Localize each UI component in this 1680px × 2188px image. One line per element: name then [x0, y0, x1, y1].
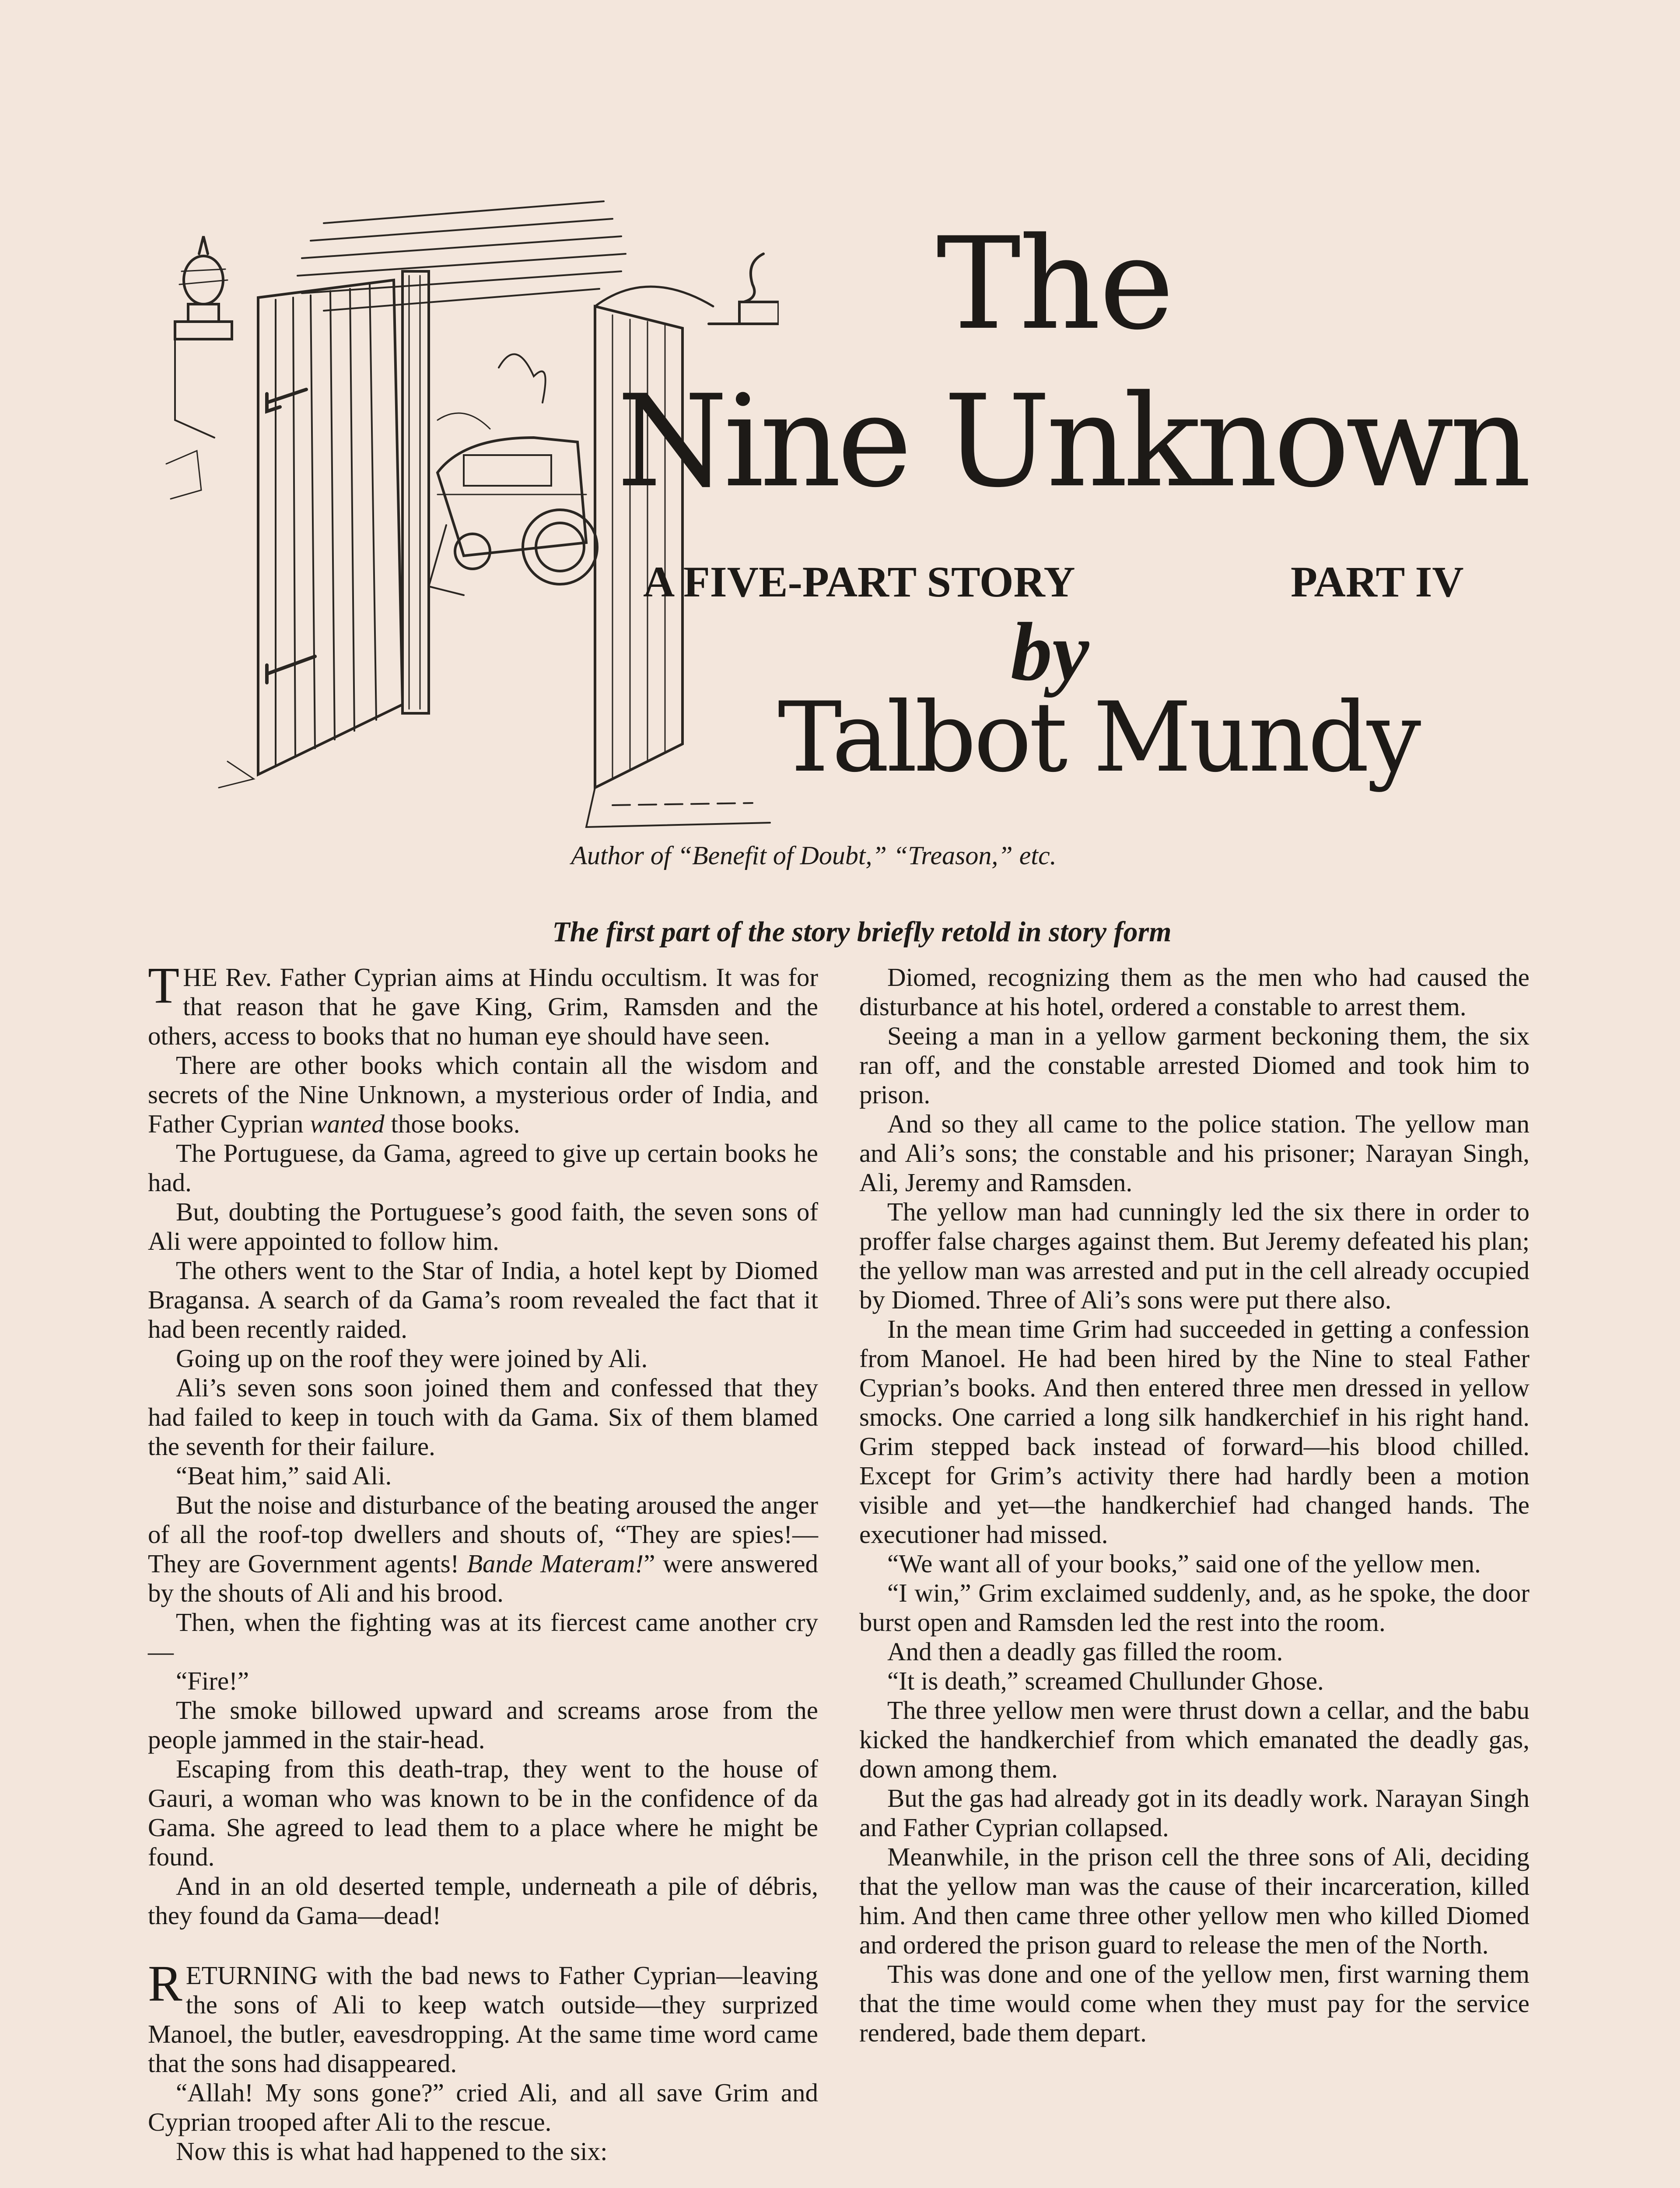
author-name: Talbot Mundy — [777, 681, 1419, 793]
paragraph: Going up on the roof they were joined by Ali. — [176, 1344, 648, 1373]
emphasis: Bande Materam! — [466, 1549, 644, 1578]
paragraph: But, doubting the Portuguese’s good faith, the seven sons of Ali were appointed to follow him. — [148, 1197, 818, 1255]
paragraph: Now this is what had happened to the six: — [176, 2137, 608, 2166]
paragraph: Ali’s seven sons soon joined them and confessed that they had failed to keep in touch with da Gama. Six of them blamed the seventh for their failure. — [148, 1373, 818, 1461]
paragraph: And in an old deserted temple, underneath a pile of débris, they found da Gama—dead! — [148, 1872, 818, 1930]
drop-cap: R — [148, 1955, 182, 2012]
paragraph: “We want all of your books,” said one of the yellow men. — [887, 1549, 1481, 1578]
paragraph: Meanwhile, in the prison cell the three sons of Ali, deciding that the yellow man was the cause of their incarceration, killed him. And then came three other yellow men who killed Diomed and ordered the prison guard to release the men of the North. — [859, 1842, 1530, 1959]
sky-hatching — [298, 201, 626, 311]
car — [429, 438, 597, 595]
paragraph: “It is death,” screamed Chullunder Ghose. — [887, 1666, 1324, 1695]
paragraph: “Fire!” — [176, 1666, 249, 1695]
drop-cap: T — [148, 957, 180, 1014]
paragraph: The others went to the Star of India, a hotel kept by Diomed Bragansa. A search of da Gama’s room revealed the fact that it had been recently raided. — [148, 1256, 818, 1343]
story-type-label: A FIVE-PART STORY — [643, 558, 1075, 606]
gate-post — [402, 271, 429, 713]
paragraph: “I win,” Grim exclaimed suddenly, and, as he spoke, the door burst open and Ramsden led the rest into the room. — [859, 1578, 1530, 1637]
paragraph — [148, 1955, 818, 2078]
paragraph: This was done and one of the yellow men, first warning them that the time would come when they must pay for the service rendered, bade them depart. — [859, 1960, 1530, 2047]
paragraph: Escaping from this death-trap, they went to the house of Gauri, a woman who was known to be in the confidence of da Gama. She agreed to lead them to a place where he might be found. — [148, 1754, 818, 1871]
emphasis: wanted — [310, 1109, 385, 1138]
paragraph-text: There are other books which contain all the wisdom and secrets of the Nine Unknown, a mysterious order of India, and Father Cyprian — [148, 1051, 818, 1138]
paragraph: “Allah! My sons gone?” cried Ali, and all save Grim and Cyprian trooped after Ali to the rescue. — [148, 2078, 818, 2136]
paragraph: And then a deadly gas filled the room. — [887, 1637, 1283, 1666]
paragraph: “Beat him,” said Ali. — [176, 1461, 392, 1490]
paragraph-text: those books. — [384, 1109, 520, 1138]
byline-by: by — [1011, 606, 1089, 698]
right-finial — [709, 254, 779, 324]
paragraph-text: But the noise and disturbance of the beating aroused the anger of all the roof-top dwellers and shouts of, “They are spies!—They are Government agents! — [148, 1490, 818, 1578]
paragraph: In the mean time Grim had succeeded in getting a confession from Manoel. He had been hired by the Nine to steal Father Cyprian’s books. And then entered three men dressed in yellow smocks. One carried a long silk handkerchief in his right hand. Grim stepped back instead of forward—his blood chilled. Except for Grim’s activity there had hardly been a motion visible and yet—the handkerchief had changed hands. The executioner had missed. — [859, 1315, 1530, 1549]
paragraph: And so they all came to the police station. The yellow man and Ali’s sons; the constable and his prisoner; Narayan Singh, Ali, Jeremy and Ramsden. — [859, 1109, 1530, 1197]
synopsis-heading: The first part of the story briefly retold in story form — [552, 916, 1172, 948]
paragraph: The yellow man had cunningly led the six there in order to proffer false charges against them. But Jeremy defeated his plan; the yellow man was arrested and put in the cell already occupied by Diomed. Three of Ali’s sons were put there also. — [859, 1197, 1530, 1314]
title-the: The — [936, 210, 1172, 358]
paragraph: The Portuguese, da Gama, agreed to give up certain books he had. — [148, 1139, 818, 1197]
paragraph: Diomed, recognizing them as the men who had caused the disturbance at his hotel, ordered a constable to arrest them. — [859, 963, 1530, 1021]
left-column — [148, 957, 819, 2166]
paragraph: The smoke billowed upward and screams arose from the people jammed in the stair-head. — [148, 1696, 818, 1754]
gateway-car-illustration — [158, 193, 779, 840]
paragraph: Then, when the fighting was at its fiercest came another cry— — [148, 1608, 818, 1666]
paragraph — [148, 1490, 818, 1608]
left-finial — [175, 236, 232, 339]
right-column — [859, 963, 1530, 2048]
author-other-works: Author of “Benefit of Doubt,” “Treason,” etc. — [571, 841, 1057, 870]
paragraph — [148, 1051, 818, 1139]
paragraph-text: HE Rev. Father Cyprian aims at Hindu occultism. It was for that reason that he gave King, Grim, Ramsden and the others, access to books that no human eye should have seen. — [148, 963, 818, 1050]
paragraph: Seeing a man in a yellow garment beckoning them, the six ran off, and the constable arrested Diomed and took him to prison. — [859, 1021, 1530, 1109]
right-gate-door — [595, 287, 713, 788]
paragraph-text: ” were answered by the shouts of Ali and his brood. — [148, 1549, 819, 1607]
part-label: PART IV — [1291, 558, 1464, 606]
paragraph: But the gas had already got in its deadly work. Narayan Singh and Father Cyprian collapsed. — [859, 1784, 1530, 1842]
paragraph-text: ETURNING with the bad news to Father Cyprian—leaving the sons of Ali to keep watch outside—they surprized Manoel, the butler, eavesdropping. At the same time word came that the sons had disappeared. — [148, 1961, 818, 2078]
paragraph: The three yellow men were thrust down a cellar, and the babu kicked the handkerchief from which emanated the deadly gas, down among them. — [859, 1696, 1530, 1783]
title-nine-unknown: Nine Unknown — [617, 368, 1527, 515]
paragraph — [148, 957, 818, 1051]
left-gate-door — [258, 280, 402, 775]
